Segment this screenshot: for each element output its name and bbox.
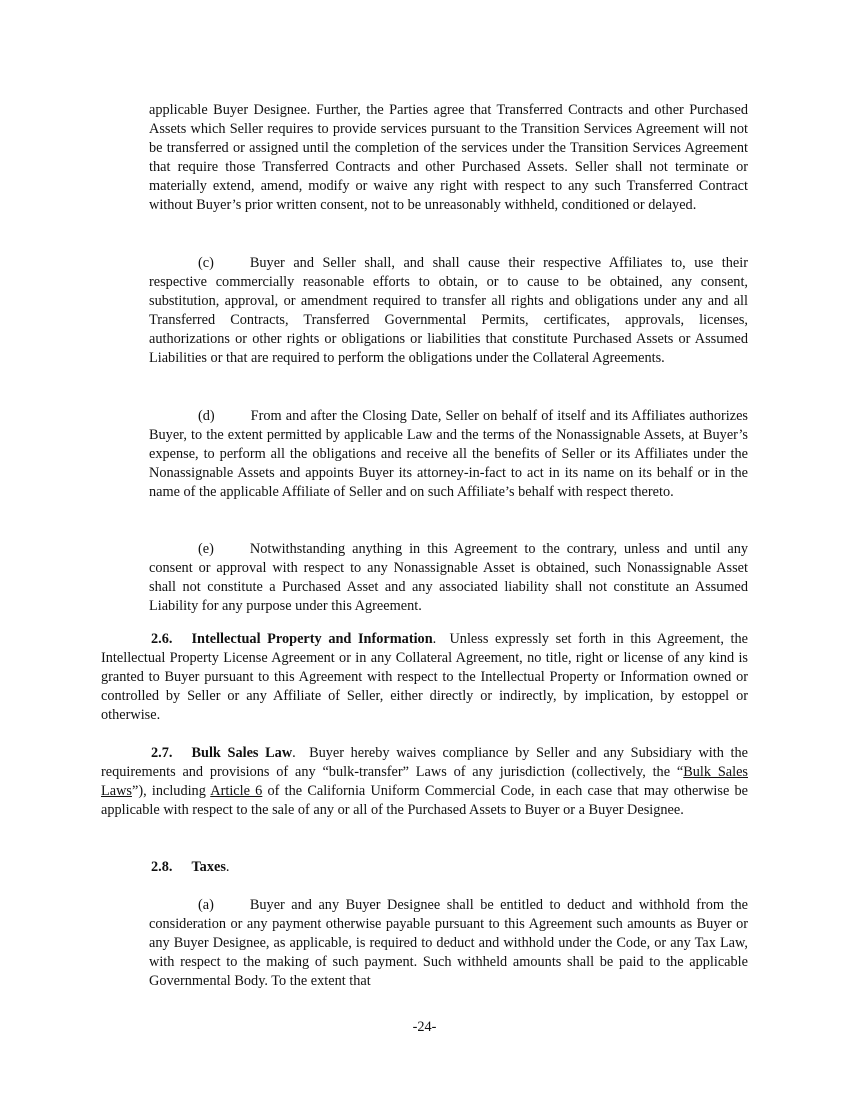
clause-2-8-a-label: (a) [198,897,214,913]
clause-d-text: From and after the Closing Date, Seller on behalf of itself and its Affiliates authorizes Buyer, to the extent permitted by applicable Law and the terms of the Nonassignable Assets, at Buyer’s expense, to perform all the obligations and receive all the benefits of Seller or its Affiliates under the Nonassignable Assets and appoints Buyer its attorney-in-fact to act in its name on its behalf or in the name of the applicable Affiliate of Seller and on such Affiliate’s behalf with respect thereto. [149,408,748,501]
clause-e-label: (e) [198,541,214,557]
section-2-6 [101,630,748,725]
clause-e [149,540,748,616]
section-2-7-text-3: of the California Uniform Commercial Code, in each case that may otherwise be applicable with respect to the sale of any or all of the Purchased Assets to Buyer or a Buyer Designee. [101,783,748,819]
clause-c-label: (c) [198,255,214,271]
defined-term-bulk-sales-laws: Bulk Sales Laws [101,764,748,800]
page-number: -24- [412,1019,437,1035]
section-2-7-text-2: ”), including [131,783,211,800]
paragraph-continuation: applicable Buyer Designee. Further, the Parties agree that Transferred Contracts and other Purchased Assets which Seller requires to provide services pursuant to the Transition Services Agreement will not be transferred or assigned until the completion of the services under the Transition Services Agreement that require those Transferred Contracts and other Purchased Assets. Seller shall not terminate or materially extend, amend, modify or waive any right with respect to any such Transferred Contract without Buyer’s prior written consent, not to be unreasonably withheld, conditioned or delayed. [149,102,748,214]
clause-2-8-a-text: Buyer and any Buyer Designee shall be entitled to deduct and withhold from the consideration or any payment otherwise payable pursuant to this Agreement such amounts as Buyer or any Buyer Designee, as applicable, is required to deduct and withhold under the Code, or any Tax Law, with respect to the making of such payment. Such withheld amounts shall be paid to the applicable Governmental Body. To the extent that [149,897,748,990]
section-2-8-heading-end: . [225,859,230,875]
clause-d-label: (d) [198,408,215,424]
section-2-7-heading: Bulk Sales Law [191,745,293,761]
section-2-8-number: 2.8. [151,859,173,875]
clause-d [149,407,748,502]
section-2-6-heading-end: . [432,631,437,647]
section-2-6-number: 2.6. [151,631,173,647]
section-2-8-heading-line [101,858,748,877]
section-2-8-heading: Taxes [191,859,226,875]
section-2-7 [101,744,748,820]
article-6-reference: Article 6 [210,783,263,800]
clause-e-text: Notwithstanding anything in this Agreement to the contrary, unless and until any consent or approval with respect to any Nonassignable Asset is obtained, such Nonassignable Asset shall not constitute a Purchased Asset and any associated liability shall not constitute an Assumed Liability for any purpose under this Agreement. [149,541,748,615]
section-2-7-heading-end: . [292,745,296,761]
section-2-6-heading: Intellectual Property and Information [191,631,433,647]
section-2-6-text: Unless expressly set forth in this Agreement, the Intellectual Property License Agreement or in any Collateral Agreement, no title, right or license of any kind is granted to Buyer pursuant to this Agreement with respect to the Intellectual Property or Information owned or controlled by Seller or any Affiliate of Seller, either directly or indirectly, by implication, by estoppel or otherwise. [101,631,748,724]
clause-2-8-a [149,896,748,991]
clause-c [149,254,748,369]
section-2-7-number: 2.7. [151,745,173,761]
clause-c-text: Buyer and Seller shall, and shall cause their respective Affiliates to, use their respective commercially reasonable efforts to obtain, or to cause to be obtained, any consent, substitution, approval, or amendment required to transfer all rights and obligations under any and all Transferred Contracts, Transferred Governmental Permits, certificates, approvals, licenses, authorizations or other rights or obligations or liabilities that constitute Purchased Assets or Assumed Liabilities or that are required to perform the obligations under the Collateral Agreements. [149,255,748,367]
section-2-7-text-1: Buyer hereby waives compliance by Seller and any Subsidiary with the requirements and provisions of any “bulk-transfer” Laws of any jurisdiction (collectively, the “ [101,745,748,781]
